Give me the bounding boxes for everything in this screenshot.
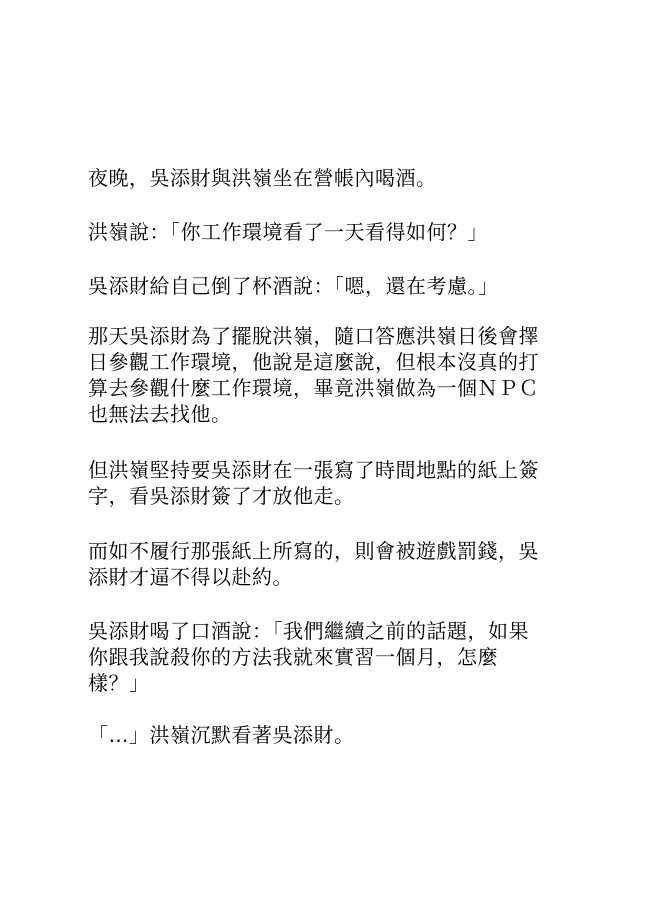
paragraph-1: 夜晚，吳添財與洪嶺坐在營帳內喝酒。: [88, 166, 437, 190]
paragraph-5: 但洪嶺堅持要吳添財在一張寫了時間地點的紙上簽 字，看吳添財簽了才放他走。: [88, 458, 539, 508]
paragraph-4: 那天吳添財為了擺脫洪嶺，隨口答應洪嶺日後會擇 日參觀工作環境，他說是這麼說，但根本沒真的打 算去參觀什麼工作環境，畢竟洪嶺做為一個ＮＰＣ 也無法去找他。: [88, 324, 539, 426]
paragraph-2: 洪嶺說：「你工作環境看了一天看得如何？」: [88, 220, 488, 244]
paragraph-7: 吳添財喝了口酒說：「我們繼續之前的話題，如果 你跟我說殺你的方法我就來實習一個月，怎麼 樣？」: [88, 619, 529, 695]
paragraph-6: 而如不履行那張紙上所寫的，則會被遊戲罰錢，吳 添財才逼不得以赴約。: [88, 539, 539, 589]
paragraph-8: 「…」洪嶺沉默看著吳添財。: [88, 723, 355, 747]
paragraph-3: 吳添財給自己倒了杯酒說：「嗯，還在考慮。」: [88, 274, 499, 298]
